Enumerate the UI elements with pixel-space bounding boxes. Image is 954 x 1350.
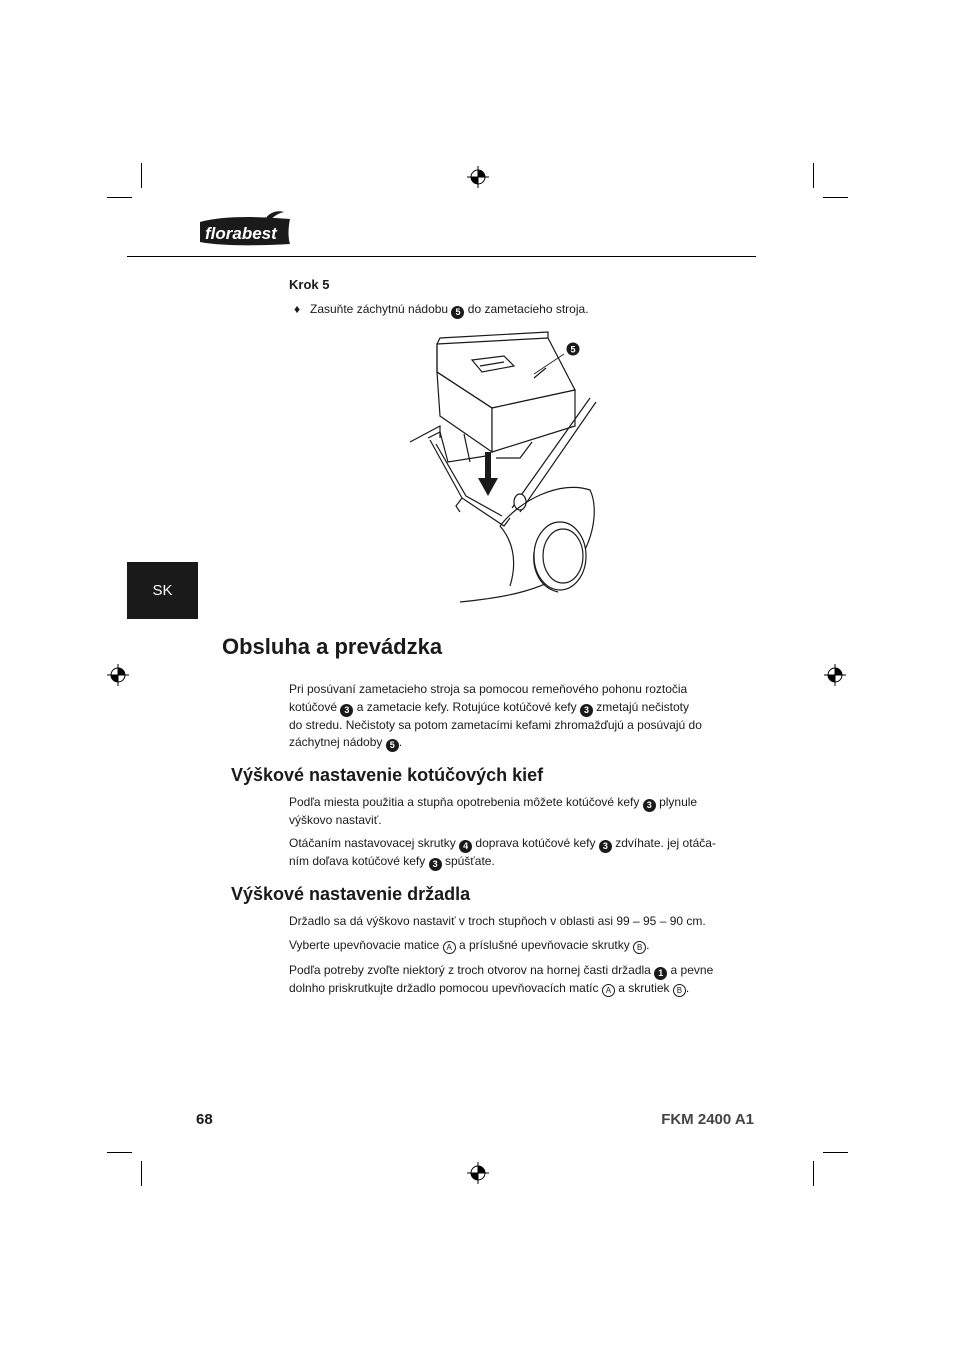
ref-number: 3 xyxy=(643,799,656,812)
text-line: doprava kotúčové kefy xyxy=(475,836,596,850)
ref-number: 3 xyxy=(599,840,612,853)
page-number: 68 xyxy=(196,1111,213,1128)
text-line: Pri posúvaní zametacieho stroja sa pomocou remeňového pohonu roztočia xyxy=(289,682,688,696)
text-line: záchytnej nádoby xyxy=(289,735,383,749)
ref-number: 4 xyxy=(459,840,472,853)
intro-paragraph xyxy=(289,681,739,752)
paragraph xyxy=(289,962,739,998)
step-bullet xyxy=(294,302,589,319)
paragraph xyxy=(289,835,739,871)
language-tab: SK xyxy=(127,562,198,619)
text-line: do stredu. Nečistoty sa potom zametacími kefami zhromažďujú a posúvajú do xyxy=(289,717,702,732)
callout-number: 5 xyxy=(570,344,576,355)
ref-letter: A xyxy=(602,984,615,997)
text-line: a pevne xyxy=(670,963,714,977)
text-line: plynule xyxy=(659,795,698,809)
logo-text: florabest xyxy=(205,224,277,243)
sweeper-container-illustration xyxy=(400,330,600,610)
text-line: . xyxy=(646,938,650,952)
text-line: výškovo nastaviť. xyxy=(289,813,382,827)
ref-letter: A xyxy=(443,941,456,954)
header-rule xyxy=(127,256,756,257)
paragraph xyxy=(289,937,739,955)
text-line: . xyxy=(685,981,690,995)
paragraph: Držadlo sa dá výškovo nastaviť v troch stupňoch v oblasti asi 99 – 95 – 90 cm. xyxy=(289,914,706,928)
crop-mark xyxy=(107,1152,132,1153)
ref-number: 3 xyxy=(580,704,593,717)
text-line: Vyberte upevňovacie matice xyxy=(289,938,440,952)
ref-number: 1 xyxy=(654,967,667,980)
text-line: . xyxy=(398,735,403,749)
step-title: Krok 5 xyxy=(289,277,330,292)
ref-letter: B xyxy=(673,984,686,997)
text-line: Podľa miesta použitia a stupňa opotrebenia môžete kotúčové kefy xyxy=(289,795,640,809)
bullet-text: Zasuňte záchytnú nádobu xyxy=(310,302,449,316)
crop-mark xyxy=(813,163,814,188)
registration-mark-icon xyxy=(467,166,489,188)
text-line: Otáčaním nastavovacej skrutky xyxy=(289,836,456,850)
ref-letter: B xyxy=(633,941,646,954)
ref-number: 5 xyxy=(451,306,464,319)
florabest-logo xyxy=(196,210,296,250)
bullet-diamond-icon: ♦ xyxy=(294,302,301,316)
text-line: a skrutiek xyxy=(618,981,670,995)
text-line: kotúčové xyxy=(289,699,338,714)
text-line: a zametacie kefy. Rotujúce kotúčové kefy xyxy=(356,699,577,714)
crop-mark xyxy=(141,1161,142,1186)
text-line: dolnho priskrutkujte držadlo pomocou upevňovacích matíc xyxy=(289,981,599,995)
section-title: Obsluha a prevádzka xyxy=(222,634,443,659)
crop-mark xyxy=(107,197,132,198)
paragraph xyxy=(289,794,739,830)
registration-mark-icon xyxy=(467,1162,489,1184)
bullet-text: do zametacieho stroja. xyxy=(467,302,589,316)
text-line: zdvíhate. jej otáča- xyxy=(615,836,716,850)
crop-mark xyxy=(823,1152,848,1153)
text-line: Podľa potreby zvoľte niektorý z troch otvorov na hornej časti držadla xyxy=(289,963,651,977)
ref-number: 5 xyxy=(386,739,399,752)
crop-mark xyxy=(823,197,848,198)
text-line: a príslušné upevňovacie skrutky xyxy=(459,938,630,952)
crop-mark xyxy=(141,163,142,188)
registration-mark-icon xyxy=(107,664,129,686)
text-line: spúšťate. xyxy=(444,854,495,868)
text-line: ním doľava kotúčové kefy xyxy=(289,854,426,868)
model-name: FKM 2400 A1 xyxy=(661,1111,754,1128)
crop-mark xyxy=(813,1161,814,1186)
subsection-title: Výškové nastavenie držadla xyxy=(231,884,471,904)
registration-mark-icon xyxy=(824,664,846,686)
ref-number: 3 xyxy=(429,858,442,871)
subsection-title: Výškové nastavenie kotúčových kief xyxy=(231,765,544,785)
text-line: zmetajú nečistoty xyxy=(596,699,690,714)
ref-number: 3 xyxy=(340,704,353,717)
